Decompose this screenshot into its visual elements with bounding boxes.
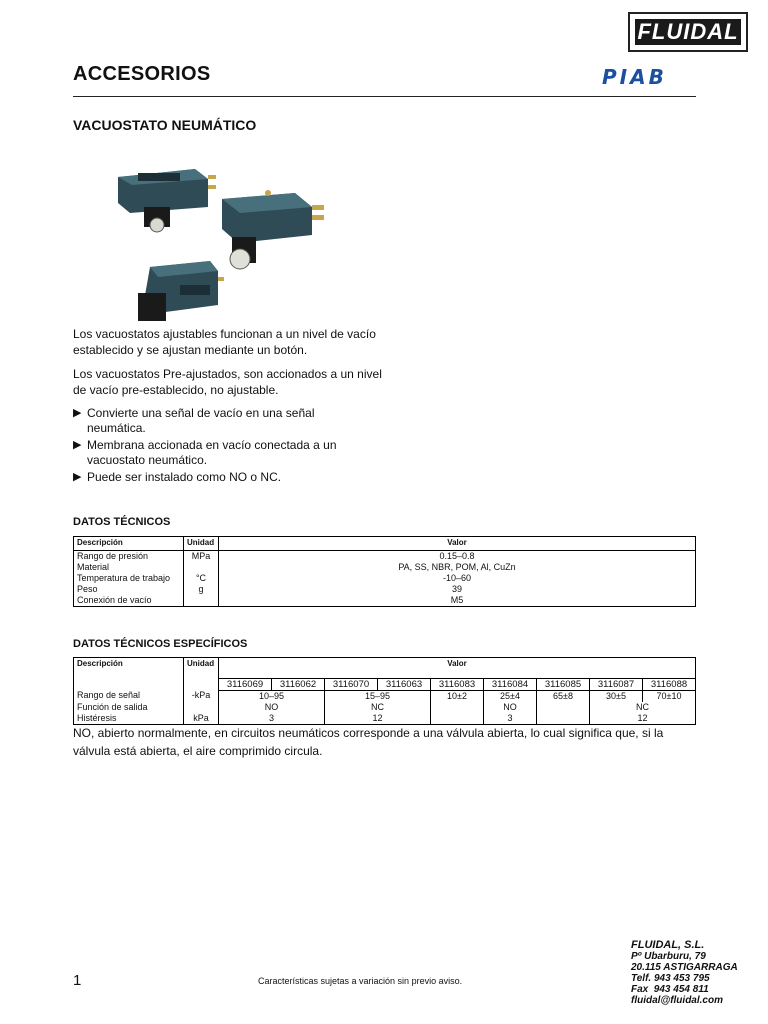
fluidal-logo-text: FLUIDAL [633, 17, 743, 47]
product-code: 3116085 [537, 678, 590, 690]
tech-data-table [73, 536, 696, 607]
product-code: 3116084 [484, 678, 537, 690]
header-valor: Valor [219, 537, 696, 551]
product-code: 3116069 [219, 678, 272, 690]
table-row [74, 595, 696, 607]
cell-value: PA, SS, NBR, POM, Al, CuZn [219, 562, 696, 573]
cell-desc: Peso [74, 584, 184, 595]
product-code: 3116083 [431, 678, 484, 690]
empty-cell [184, 678, 219, 690]
product-code: 3116087 [590, 678, 643, 690]
cell-value: NC [590, 702, 696, 713]
table-row [74, 562, 696, 573]
cell-value: 65±8 [537, 690, 590, 702]
specific-data-table [73, 657, 696, 725]
cell-value: 30±5 [590, 690, 643, 702]
header-valor: Valor [219, 658, 696, 679]
feature-bullet-text: Convierte una señal de vacío en una señal neumática. [87, 406, 315, 435]
company-contact-block [631, 940, 738, 1006]
table-row [74, 690, 696, 702]
table-header-row [74, 537, 696, 551]
company-email[interactable]: fluidal@fluidal.com [631, 995, 723, 1006]
cell-value: 3 [484, 713, 537, 725]
company-address-line-1: Pº Ubarburu, 79 [631, 951, 706, 962]
cell-value: 0.15–0.8 [219, 551, 696, 563]
section-title: VACUOSTATO NEUMÁTICO [73, 117, 257, 133]
cell-value: 39 [219, 584, 696, 595]
product-code: 3116088 [643, 678, 696, 690]
empty-cell [74, 678, 184, 690]
cell-desc: Material [74, 562, 184, 573]
bullet-arrow-icon: ▶ [73, 471, 82, 483]
cell-unit: g [184, 584, 219, 595]
header-unidad: Unidad [184, 658, 219, 679]
cell-value: 15–95 [325, 690, 431, 702]
cell-unit [184, 562, 219, 573]
product-codes-row [74, 678, 696, 690]
no-explanation-note: NO, abierto normalmente, en circuitos neumáticos corresponde a una válvula abierta, lo cual significa que, si la válvula está abierta, el aire comprimido circula. [73, 726, 664, 758]
company-fax: Fax 943 454 811 [631, 984, 709, 995]
cell-value: NC [325, 702, 431, 713]
product-code: 3116062 [272, 678, 325, 690]
cell-desc: Conexión de vacío [74, 595, 184, 607]
table-row [74, 551, 696, 563]
table-header-row [74, 658, 696, 679]
empty-cell [431, 713, 484, 725]
tech-data-title: DATOS TÉCNICOS [73, 516, 171, 528]
footer-disclaimer: Características sujetas a variación sin previo aviso. [258, 976, 463, 986]
cell-value: 70±10 [643, 690, 696, 702]
cell-value: 10±2 [431, 690, 484, 702]
cell-desc: Función de salida [74, 702, 184, 713]
header-descripcion: Descripción [74, 658, 184, 679]
cell-unit [184, 702, 219, 713]
bullet-arrow-icon: ▶ [73, 407, 82, 419]
table-row [74, 702, 696, 713]
cell-unit [184, 595, 219, 607]
product-code: 3116063 [378, 678, 431, 690]
cell-value: M5 [219, 595, 696, 607]
cell-desc: Temperatura de trabajo [74, 573, 184, 584]
cell-value: 12 [325, 713, 431, 725]
header-descripcion: Descripción [74, 537, 184, 551]
feature-bullet [73, 438, 373, 468]
cell-value: 10–95 [219, 690, 325, 702]
cell-value: NO [219, 702, 325, 713]
bullet-arrow-icon: ▶ [73, 439, 82, 451]
cell-unit: MPa [184, 551, 219, 563]
cell-value: 25±4 [484, 690, 537, 702]
product-image [100, 155, 340, 323]
feature-bullet [73, 406, 373, 436]
cell-unit: kPa [184, 713, 219, 725]
cell-desc: Rango de señal [74, 690, 184, 702]
company-name: FLUIDAL, S.L. [631, 939, 705, 951]
cell-value: 3 [219, 713, 325, 725]
cell-desc: Rango de presión [74, 551, 184, 563]
description-paragraph-2: Los vacuostatos Pre-ajustados, son accionados a un nivel de vacío pre-establecido, no ajustable. [73, 367, 382, 397]
piab-logo: PIAB [602, 65, 667, 89]
fluidal-logo [628, 12, 748, 52]
table-row [74, 713, 696, 725]
table-row [74, 573, 696, 584]
page-title: ACCESORIOS [73, 63, 211, 85]
header-unidad: Unidad [184, 537, 219, 551]
feature-bullet [73, 470, 373, 485]
table-row [74, 584, 696, 595]
cell-unit: °C [184, 573, 219, 584]
product-code: 3116070 [325, 678, 378, 690]
page-number: 1 [73, 972, 82, 989]
company-address-line-2: 20.115 ASTIGARRAGA [631, 962, 738, 973]
cell-unit: -kPa [184, 690, 219, 702]
empty-cell [537, 713, 590, 725]
feature-bullet-text: Membrana accionada en vacío conectada a un vacuostato neumático. [87, 438, 337, 467]
feature-bullet-text: Puede ser instalado como NO o NC. [87, 470, 282, 484]
cell-desc: Histéresis [74, 713, 184, 725]
header-rule [73, 96, 696, 97]
company-phone: Telf. 943 453 795 [631, 973, 710, 984]
empty-cell [431, 702, 484, 713]
specific-data-title: DATOS TÉCNICOS ESPECÍFICOS [73, 638, 248, 650]
description-paragraph-1: Los vacuostatos ajustables funcionan a un nivel de vacío establecido y se ajustan mediante un botón. [73, 327, 376, 357]
cell-value: NO [484, 702, 537, 713]
cell-value: 12 [590, 713, 696, 725]
cell-value: -10–60 [219, 573, 696, 584]
empty-cell [537, 702, 590, 713]
